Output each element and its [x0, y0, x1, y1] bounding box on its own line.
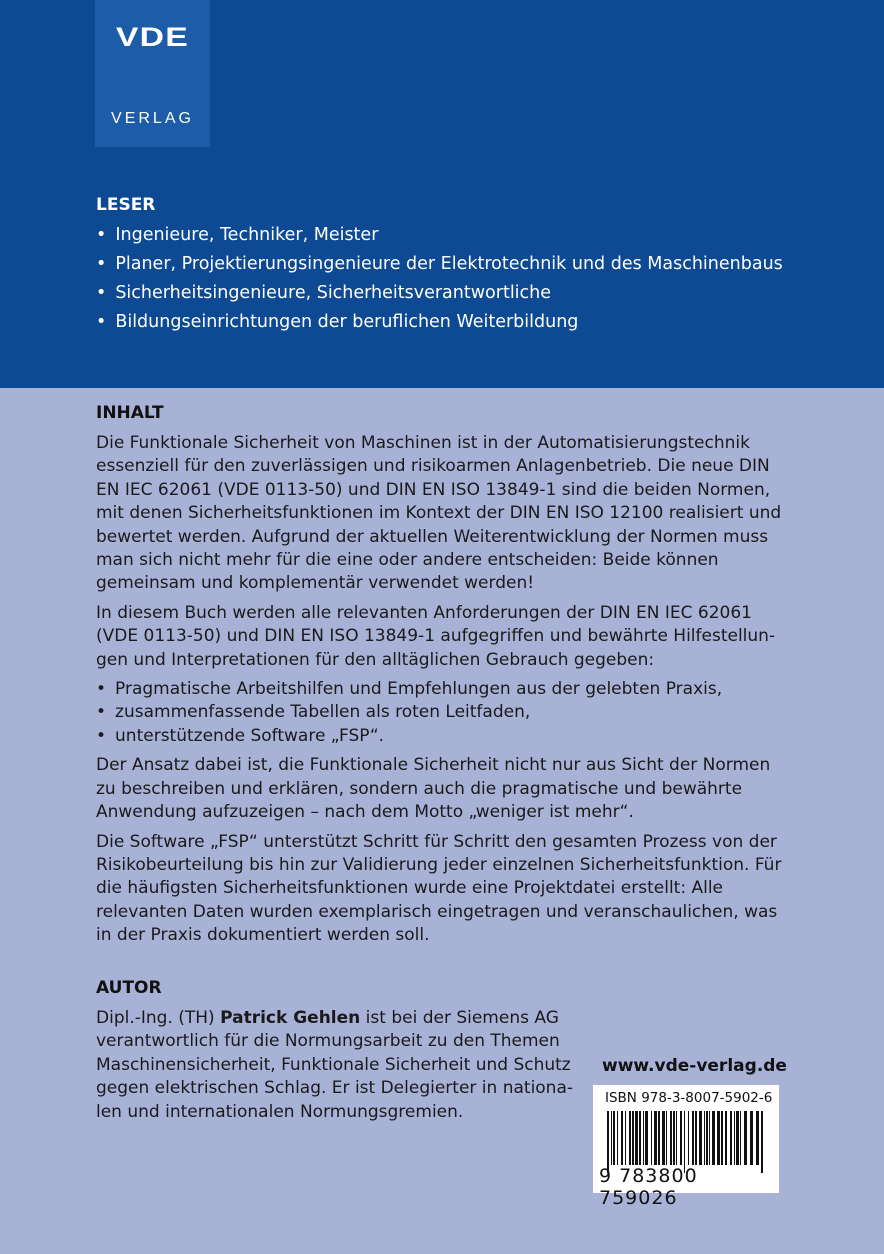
barcode-bar [721, 1111, 723, 1165]
list-item: • Pragmatische Arbeitshilfen und Empfehlungen aus der gelebten Praxis, [96, 678, 816, 701]
isbn-barcode [593, 1085, 779, 1209]
autor-prefix: Dipl.-Ing. (TH) [96, 1008, 221, 1028]
barcode-bar [692, 1111, 694, 1165]
barcode-bar [639, 1111, 641, 1165]
barcode-bar [712, 1111, 715, 1165]
barcode-bar [709, 1111, 710, 1165]
barcode-bar [645, 1111, 648, 1165]
barcode-bar [629, 1111, 631, 1165]
autor-heading: AUTOR [96, 978, 162, 998]
text-line: Anwendung aufzuzeigen – nach dem Motto „weniger ist mehr“. [96, 802, 634, 823]
inhalt-body [96, 432, 816, 954]
author-name: Patrick Gehlen [220, 1008, 361, 1028]
barcode-bar [740, 1111, 741, 1165]
barcode-bar [734, 1111, 735, 1165]
text-line: Die Software „FSP“ unterstützt Schritt für Schritt den gesamten Prozess von der [96, 831, 777, 852]
text-line: in der Praxis dokumentiert werden soll. [96, 925, 430, 946]
text-line: relevanten Daten wurden exemplarisch eingetragen und veranschaulichen, was [96, 901, 778, 922]
barcode-bar [680, 1111, 682, 1165]
website-link[interactable]: www.vde-verlag.de [602, 1056, 787, 1076]
header-band [0, 0, 884, 388]
paragraph [96, 831, 816, 948]
text-line: zu beschreiben und erklären, sondern auch die pragmatische und bewährte [96, 778, 743, 799]
barcode-bar [651, 1111, 652, 1165]
barcode-bar [613, 1111, 615, 1165]
text-line: Risikobeurteilung bis hin zur Validierung jeder einzelnen Sicherheitsfunktion. Für [96, 854, 782, 875]
list-item: • Ingenieure, Techniker, Meister [96, 224, 783, 253]
barcode-bar [756, 1111, 759, 1165]
text-line: Maschinensicherheit, Funktionale Sicherheit und Schutz [96, 1054, 571, 1075]
text-line: verantwortlich für die Normungsarbeit zu den Themen [96, 1031, 560, 1052]
autor-first-line [96, 1007, 573, 1030]
barcode-bar [750, 1111, 753, 1165]
barcode-bar [704, 1111, 705, 1165]
autor-body [96, 1007, 573, 1124]
text-line: bewertet werden. Aufgrund der aktuellen Weiterentwicklung der Normen muss [96, 526, 769, 547]
paragraph [96, 602, 816, 672]
barcode-bar [635, 1111, 638, 1165]
text-line: essenziell für den zuverlässigen und risikoarmen Anlagenbetrieb. Die neue DIN [96, 456, 770, 477]
ean-digits: 9 783800 759026 [599, 1165, 698, 1209]
autor-rest: ist bei der Siemens AG [360, 1008, 559, 1028]
barcode-bar [725, 1111, 727, 1165]
text-line: Die Funktionale Sicherheit von Maschinen ist in der Automatisierungstechnik [96, 433, 750, 453]
barcode-bar [617, 1111, 618, 1165]
text-line: man sich nicht mehr für die eine oder andere entscheiden: Beide können [96, 550, 719, 571]
autor-lines [96, 1030, 573, 1124]
barcode-bar [670, 1111, 672, 1165]
barcode-bar [658, 1111, 660, 1165]
text-line: die häufigsten Sicherheitsfunktionen wurde eine Projektdatei erstellt: Alle [96, 878, 724, 899]
list-item: • Planer, Projektierungsingenieure der Elektrotechnik und des Maschinenbaus [96, 253, 783, 282]
barcode-bar [632, 1111, 634, 1165]
inhalt-heading: INHALT [96, 403, 164, 423]
text-line: gemeinsam und komplementär verwendet werden! [96, 573, 535, 594]
barcode-bar [676, 1111, 677, 1165]
text-line: mit denen Sicherheitsfunktionen im Kontext der DIN EN ISO 12100 realisiert und [96, 503, 782, 524]
list-item: • zusammenfassende Tabellen als roten Leitfaden, [96, 701, 816, 724]
text-line: Der Ansatz dabei ist, die Funktionale Sicherheit nicht nur aus Sicht der Normen [96, 755, 771, 776]
barcode-bar [688, 1111, 689, 1165]
barcode-bar [736, 1111, 739, 1165]
barcode-bar [625, 1111, 626, 1165]
text-line: gegen elektrischen Schlag. Er ist Delegierter in nationa- [96, 1078, 574, 1099]
barcode-bar [621, 1111, 623, 1165]
text-line: (VDE 0113-50) und DIN EN ISO 13849-1 aufgegriffen und bewährte Hilfestellun- [96, 626, 776, 647]
barcode-bar [611, 1111, 612, 1165]
leser-heading: LESER [96, 195, 156, 215]
text-line: EN IEC 62061 (VDE 0113-50) und DIN EN ISO 13849-1 sind die beiden Normen, [96, 479, 771, 500]
barcode-bar [673, 1111, 675, 1165]
logo-sub: VERLAG [111, 110, 194, 127]
isbn-text: ISBN 978-3-8007-5902-6 [605, 1090, 773, 1106]
barcode-bar [662, 1111, 665, 1165]
vde-verlag-logo [95, 0, 210, 147]
barcode-bar [684, 1111, 685, 1173]
text-line: gen und Interpretationen für den alltäglichen Gebrauch gegeben: [96, 649, 655, 670]
text-line: In diesem Buch werden alle relevanten Anforderungen der DIN EN IEC 62061 [96, 602, 752, 623]
barcode-bar [761, 1111, 763, 1173]
barcode-bar [717, 1111, 720, 1165]
barcode-bar [666, 1111, 667, 1165]
barcode-icon [607, 1111, 765, 1173]
list-item: • Bildungseinrichtungen der beruflichen Weiterbildung [96, 311, 783, 340]
barcode-bar [643, 1111, 644, 1165]
barcode-bar [695, 1111, 697, 1165]
list-item: • unterstützende Software „FSP“. [96, 725, 816, 748]
logo-brand: VDE [115, 22, 190, 52]
inhalt-bullets [96, 678, 816, 748]
text-line: len und internationalen Normungsgremien. [96, 1101, 464, 1122]
list-item: • Sicherheitsingenieure, Sicherheitsverantwortliche [96, 282, 783, 311]
barcode-bar [607, 1111, 609, 1173]
barcode-bar [744, 1111, 747, 1165]
barcode-bar [730, 1111, 732, 1165]
leser-list [96, 224, 783, 340]
barcode-bar [654, 1111, 657, 1165]
paragraph [96, 754, 816, 824]
barcode-bar [699, 1111, 702, 1165]
paragraph [96, 432, 816, 596]
barcode-bar [706, 1111, 708, 1165]
